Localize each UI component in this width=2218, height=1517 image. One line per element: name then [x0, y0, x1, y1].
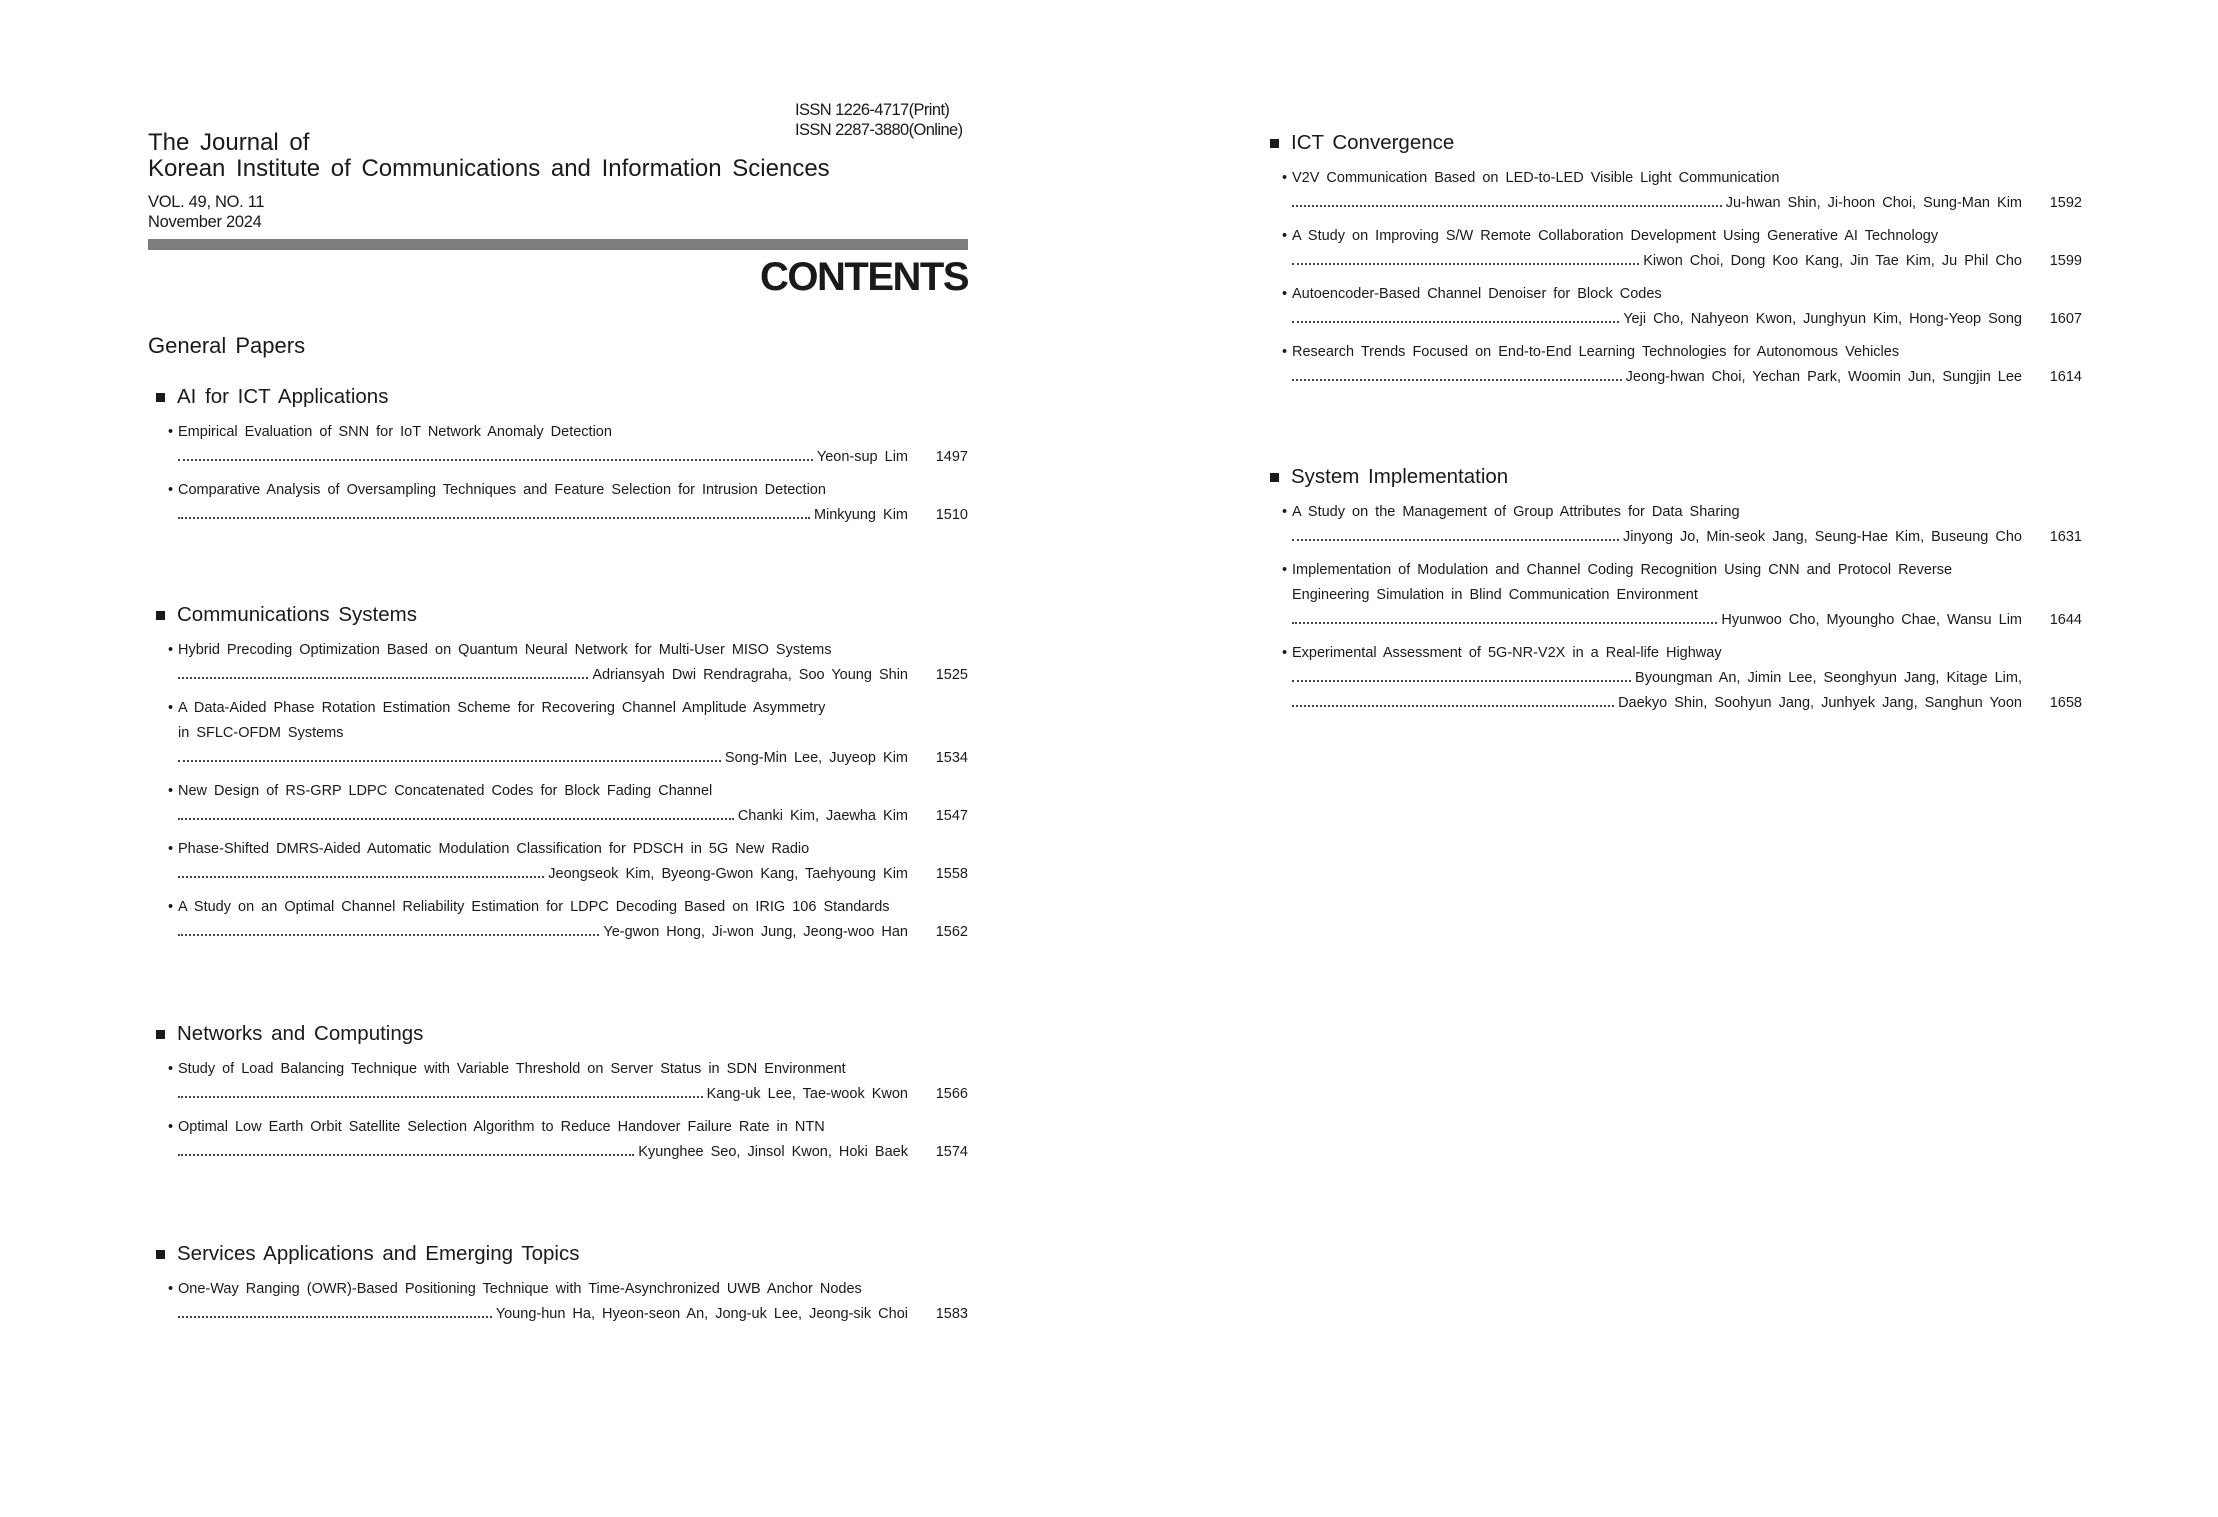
page-number: 1510	[935, 507, 968, 523]
paper-title[interactable]	[148, 779, 968, 804]
toc-section	[1262, 126, 2082, 390]
toc-entry[interactable]	[148, 638, 968, 688]
paper-authors: Daekyo Shin, Soohyun Jang, Junhyek Jang, Sanghun Yoon	[1618, 695, 2022, 711]
toc-entry[interactable]	[148, 478, 968, 528]
paper-authors: Kang-uk Lee, Tae-wook Kwon	[706, 1086, 908, 1102]
author-line	[1262, 307, 2082, 332]
journal-title-line1: The Journal of	[148, 129, 310, 156]
page-number: 1574	[935, 1144, 968, 1160]
paper-authors: Hyunwoo Cho, Myoungho Chae, Wansu Lim	[1721, 612, 2022, 628]
dot-leader	[1292, 205, 1722, 207]
paper-authors: Jinyong Jo, Min-seok Jang, Seung-Hae Kim, Buseung Cho	[1622, 529, 2022, 545]
author-line	[148, 920, 968, 945]
page-number: 1607	[2049, 311, 2082, 327]
toc-entry[interactable]	[1262, 340, 2082, 390]
section-title: Services Applications and Emerging Topics	[177, 1242, 580, 1265]
section-title: System Implementation	[1291, 465, 1509, 488]
toc-entry[interactable]	[148, 1277, 968, 1327]
author-line	[148, 1082, 968, 1107]
author-line	[148, 445, 968, 470]
paper-authors: Ju-hwan Shin, Ji-hoon Choi, Sung-Man Kim	[1725, 195, 2022, 211]
author-line	[148, 862, 968, 887]
author-line	[148, 503, 968, 528]
toc-section	[148, 1237, 968, 1327]
paper-authors: Chanki Kim, Jaewha Kim	[737, 808, 908, 824]
toc-entry[interactable]	[1262, 500, 2082, 550]
paper-authors: Minkyung Kim	[813, 507, 908, 523]
dot-leader	[178, 934, 599, 936]
left-column	[148, 380, 968, 1327]
toc-entry[interactable]	[148, 895, 968, 945]
paper-title-text[interactable]: Implementation of Modulation and Channel Coding Recognition Using CNN and Protocol Reverse	[1292, 562, 1953, 578]
paper-title-text[interactable]: in SFLC-OFDM Systems	[178, 725, 344, 741]
paper-title[interactable]	[1262, 641, 2082, 666]
page-number: 1534	[935, 750, 968, 766]
paper-title[interactable]	[148, 721, 968, 746]
issue-info	[148, 192, 264, 232]
paper-title-text[interactable]: A Data-Aided Phase Rotation Estimation Scheme for Recovering Channel Amplitude Asymmetry	[178, 700, 826, 716]
author-line	[1262, 608, 2082, 633]
issue-date: November 2024	[148, 213, 262, 231]
paper-title[interactable]	[148, 478, 968, 503]
dot-leader	[178, 760, 721, 762]
toc-section	[148, 1017, 968, 1165]
paper-title[interactable]	[1262, 583, 2082, 608]
square-bullet-icon	[156, 611, 165, 620]
paper-title[interactable]	[148, 1115, 968, 1140]
square-bullet-icon	[156, 1250, 165, 1259]
paper-title-text[interactable]: A Study on an Optimal Channel Reliability Estimation for LDPC Decoding Based on IRIG 106 Standards	[178, 899, 890, 915]
section-heading	[1262, 460, 2082, 494]
paper-title[interactable]	[148, 1277, 968, 1302]
toc-entry[interactable]	[1262, 282, 2082, 332]
paper-title-text[interactable]: V2V Communication Based on LED-to-LED Visible Light Communication	[1292, 170, 1780, 186]
toc-entry[interactable]	[148, 696, 968, 771]
paper-title-text[interactable]: Hybrid Precoding Optimization Based on Quantum Neural Network for Multi-User MISO Systems	[178, 642, 832, 658]
paper-title-text[interactable]: A Study on Improving S/W Remote Collaboration Development Using Generative AI Technology	[1292, 228, 1939, 244]
toc-section	[1262, 460, 2082, 716]
paper-authors: Kiwon Choi, Dong Koo Kang, Jin Tae Kim, Ju Phil Cho	[1643, 253, 2022, 269]
section-heading	[148, 598, 968, 632]
paper-title[interactable]	[1262, 500, 2082, 525]
paper-title-text[interactable]: Research Trends Focused on End-to-End Learning Technologies for Autonomous Vehicles	[1292, 344, 1900, 360]
page-number: 1599	[2049, 253, 2082, 269]
contents-heading: CONTENTS	[760, 255, 968, 299]
dot-leader	[178, 459, 813, 461]
paper-authors: Jeong-hwan Choi, Yechan Park, Woomin Jun, Sungjin Lee	[1625, 369, 2022, 385]
paper-title[interactable]	[148, 837, 968, 862]
page-number: 1566	[935, 1086, 968, 1102]
author-line	[1262, 666, 2082, 691]
author-line	[1262, 525, 2082, 550]
header-rule	[148, 239, 968, 250]
paper-authors: Jeongseok Kim, Byeong-Gwon Kang, Taehyoung Kim	[548, 866, 908, 882]
paper-title-text[interactable]: Empirical Evaluation of SNN for IoT Network Anomaly Detection	[178, 424, 612, 440]
square-bullet-icon	[156, 1030, 165, 1039]
paper-authors: Young-hun Ha, Hyeon-seon An, Jong-uk Lee, Jeong-sik Choi	[495, 1306, 908, 1322]
page-number: 1644	[2049, 612, 2082, 628]
toc-section	[148, 598, 968, 945]
paper-title-text[interactable]: Comparative Analysis of Oversampling Techniques and Feature Selection for Intrusion Detection	[178, 482, 826, 498]
paper-title[interactable]	[1262, 558, 2082, 583]
page-number: 1558	[935, 866, 968, 882]
toc-entry[interactable]	[148, 420, 968, 470]
page-number: 1614	[2049, 369, 2082, 385]
toc-entry[interactable]	[1262, 224, 2082, 274]
issn-online: ISSN 2287-3880(Online)	[795, 121, 963, 139]
paper-title-text[interactable]: Optimal Low Earth Orbit Satellite Selection Algorithm to Reduce Handover Failure Rate in NTN	[178, 1119, 825, 1135]
author-line	[148, 1140, 968, 1165]
paper-title[interactable]	[1262, 282, 2082, 307]
issn-print: ISSN 1226-4717(Print)	[795, 101, 950, 119]
paper-title-text[interactable]: A Study on the Management of Group Attributes for Data Sharing	[1292, 504, 1740, 520]
section-title: Networks and Computings	[177, 1022, 424, 1045]
dot-leader	[1292, 705, 1614, 707]
author-line	[1262, 191, 2082, 216]
paper-authors: Song-Min Lee, Juyeop Kim	[724, 750, 908, 766]
dot-leader	[1292, 622, 1717, 624]
paper-authors: Kyunghee Seo, Jinsol Kwon, Hoki Baek	[638, 1144, 908, 1160]
dot-leader	[1292, 379, 1622, 381]
toc-entry[interactable]	[1262, 166, 2082, 216]
journal-title-line2: Korean Institute of Communications and Information Sciences	[148, 155, 830, 182]
paper-authors: Adriansyah Dwi Rendragraha, Soo Young Shin	[592, 667, 908, 683]
section-title: ICT Convergence	[1291, 131, 1455, 154]
paper-authors: Ye-gwon Hong, Ji-won Jung, Jeong-woo Han	[603, 924, 908, 940]
author-line	[148, 1302, 968, 1327]
page-number: 1497	[935, 449, 968, 465]
paper-title-text[interactable]: Engineering Simulation in Blind Communication Environment	[1292, 587, 1698, 603]
toc-entry[interactable]	[148, 779, 968, 829]
dot-leader	[1292, 539, 1619, 541]
author-line	[1262, 365, 2082, 390]
paper-title[interactable]	[148, 895, 968, 920]
paper-title[interactable]	[148, 696, 968, 721]
dot-leader	[178, 876, 544, 878]
author-line	[1262, 249, 2082, 274]
paper-title-text[interactable]: Phase-Shifted DMRS-Aided Automatic Modulation Classification for PDSCH in 5G New Radio	[178, 841, 810, 857]
paper-title-text[interactable]: Autoencoder-Based Channel Denoiser for Block Codes	[1292, 286, 1662, 302]
dot-leader	[178, 517, 810, 519]
paper-title-text[interactable]: New Design of RS-GRP LDPC Concatenated Codes for Block Fading Channel	[178, 783, 713, 799]
dot-leader	[178, 818, 734, 820]
dot-leader	[178, 1316, 492, 1318]
dot-leader	[178, 1154, 634, 1156]
journal-title	[148, 130, 830, 182]
author-line	[148, 663, 968, 688]
page-number: 1562	[935, 924, 968, 940]
paper-title[interactable]	[148, 638, 968, 663]
section-title: Communications Systems	[177, 603, 417, 626]
volume-number: VOL. 49, NO. 11	[148, 193, 265, 211]
section-heading	[148, 380, 968, 414]
section-heading	[148, 1017, 968, 1051]
toc-entry[interactable]	[148, 1115, 968, 1165]
square-bullet-icon	[1270, 139, 1279, 148]
dot-leader	[178, 1096, 703, 1098]
toc-entry[interactable]	[148, 1057, 968, 1107]
square-bullet-icon	[1270, 473, 1279, 482]
paper-title[interactable]	[1262, 224, 2082, 249]
page-number: 1658	[2049, 695, 2082, 711]
page-number: 1525	[935, 667, 968, 683]
toc-section	[148, 380, 968, 528]
paper-title[interactable]	[148, 1057, 968, 1082]
dot-leader	[1292, 321, 1619, 323]
dot-leader	[1292, 680, 1631, 682]
paper-authors: Yeon-sup Lim	[816, 449, 908, 465]
dot-leader	[1292, 263, 1639, 265]
section-heading	[148, 1237, 968, 1271]
section-heading	[1262, 126, 2082, 160]
paper-authors: Byoungman An, Jimin Lee, Seonghyun Jang, Kitage Lim,	[1635, 670, 2022, 686]
section-title: AI for ICT Applications	[177, 385, 389, 408]
page-number: 1592	[2049, 195, 2082, 211]
paper-title-text[interactable]: Study of Load Balancing Technique with Variable Threshold on Server Status in SDN Environment	[178, 1061, 846, 1077]
general-papers-heading: General Papers	[148, 333, 306, 358]
paper-title-text[interactable]: Experimental Assessment of 5G-NR-V2X in a Real-life Highway	[1292, 645, 1722, 661]
paper-authors: Yeji Cho, Nahyeon Kwon, Junghyun Kim, Hong-Yeop Song	[1623, 311, 2022, 327]
toc-entry[interactable]	[1262, 641, 2082, 716]
page-number: 1583	[935, 1306, 968, 1322]
toc-entry[interactable]	[148, 837, 968, 887]
author-line	[1262, 691, 2082, 716]
dot-leader	[178, 677, 588, 679]
square-bullet-icon	[156, 393, 165, 402]
paper-title[interactable]	[1262, 166, 2082, 191]
paper-title-text[interactable]: One-Way Ranging (OWR)-Based Positioning Technique with Time-Asynchronized UWB Anchor Nodes	[178, 1281, 862, 1297]
page-number: 1631	[2049, 529, 2082, 545]
paper-title[interactable]	[1262, 340, 2082, 365]
page-number: 1547	[935, 808, 968, 824]
toc-entry[interactable]	[1262, 558, 2082, 633]
right-column	[1262, 126, 2082, 716]
paper-title[interactable]	[148, 420, 968, 445]
author-line	[148, 804, 968, 829]
author-line	[148, 746, 968, 771]
